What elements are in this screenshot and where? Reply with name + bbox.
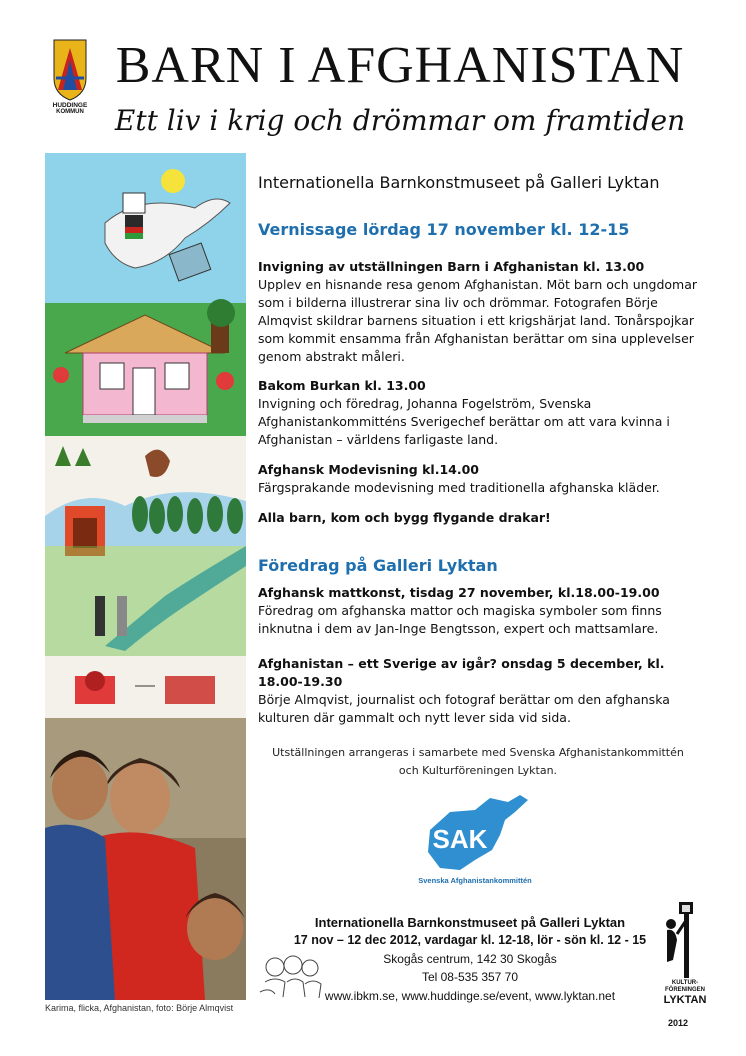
kultur-logo-line-1: KULTUR- bbox=[671, 980, 699, 986]
photo-afghan-children bbox=[45, 718, 246, 1000]
event-body: Upplev en hisnande resa genom Afghanistan. Möt barn och ungdomar som i bilderna illustrerar sina liv och drömmar. Fotografen Börje Almqvist skildrar barnens situation i ett krigshärjat land. Tonårspojkar som kommit ensamma från Afghanistan berättar om sina upplevelser genom abstrakt måleri. bbox=[258, 277, 698, 364]
footer-phone: Tel 08-535 357 70 bbox=[421, 970, 519, 984]
kultur-logo-line-3: LYKTAN bbox=[663, 994, 707, 1006]
collaboration-note bbox=[248, 744, 708, 780]
svg-text:HUDDINGE: HUDDINGE bbox=[52, 102, 88, 109]
event-drakar bbox=[258, 509, 698, 527]
children-sketch-drawing bbox=[255, 952, 330, 1002]
footer-venue: Internationella Barnkonstmuseet på Galleri Lyktan bbox=[314, 915, 626, 930]
event-body: Invigning och föredrag, Johanna Fogelström, Svenska Afghanistankommitténs Sverigechef berättar om att vara kvinna i Afghanistan – världens farligaste land. bbox=[258, 396, 670, 447]
event-title: Afghansk mattkonst, tisdag 27 november, kl.18.00-19.00 bbox=[258, 585, 660, 600]
kultur-logo-line-2: FÖRENINGEN bbox=[664, 987, 705, 993]
org-header: Internationella Barnkonstmuseet på Galleri Lyktan bbox=[258, 173, 660, 192]
footer-dates: 17 nov – 12 dec 2012, vardagar kl. 12-18, lör - sön kl. 12 - 15 bbox=[293, 933, 647, 947]
child-drawing-dove-house bbox=[45, 153, 246, 436]
event-sverige-av-igar bbox=[258, 655, 698, 727]
collaboration-line-1: Utställningen arrangeras i samarbete med Svenska Afghanistankommittén bbox=[272, 746, 684, 759]
event-invigning bbox=[258, 258, 698, 366]
event-title: Afghansk Modevisning kl.14.00 bbox=[258, 462, 479, 477]
svg-text:SAK: SAK bbox=[432, 824, 488, 854]
collaboration-line-2: och Kulturföreningen Lyktan. bbox=[398, 764, 558, 777]
event-bakom-burkan bbox=[258, 377, 698, 449]
event-title: Afghanistan – ett Sverige av igår? onsdag 5 december, kl. 18.00-19.30 bbox=[258, 656, 665, 689]
event-title: Bakom Burkan kl. 13.00 bbox=[258, 378, 426, 393]
event-body: Börje Almqvist, journalist och fotograf berättar om den afghanska kulturen där gammalt och nytt lever sida vid sida. bbox=[258, 692, 670, 725]
sak-caption: Svenska Afghanistankommittén bbox=[418, 876, 532, 885]
huddinge-kommun-logo bbox=[50, 38, 90, 114]
event-mattkonst bbox=[258, 584, 698, 638]
event-body: Färgsprakande modevisning med traditionella afghanska kläder. bbox=[258, 480, 660, 495]
svg-text:KOMMUN: KOMMUN bbox=[56, 109, 84, 114]
event-title: Alla barn, kom och bygg flygande drakar! bbox=[258, 510, 551, 525]
year-label: 2012 bbox=[668, 1018, 689, 1028]
footer-web-links: www.ibkm.se, www.huddinge.se/event, www.lyktan.net bbox=[324, 989, 616, 1003]
event-body: Föredrag om afghanska mattor och magiska symboler som finns inknutna i dem av Jan-Inge Bengtsson, expert och mattsamlare. bbox=[258, 603, 662, 636]
footer-address: Skogås centrum, 142 30 Skogås bbox=[383, 952, 557, 966]
page-title: BARN I AFGHANISTAN bbox=[115, 37, 685, 94]
child-drawing-village-river bbox=[45, 436, 246, 718]
event-modevisning bbox=[258, 461, 698, 497]
page-subtitle: Ett liv i krig och drömmar om framtiden bbox=[114, 104, 686, 137]
event-title: Invigning av utställningen Barn i Afghanistan kl. 13.00 bbox=[258, 259, 645, 274]
foredrag-heading: Föredrag på Galleri Lyktan bbox=[258, 556, 498, 575]
photo-caption: Karima, flicka, Afghanistan, foto: Börje Almqvist bbox=[45, 1003, 234, 1013]
vernissage-heading: Vernissage lördag 17 november kl. 12-15 bbox=[258, 220, 630, 239]
sak-logo bbox=[420, 790, 535, 890]
